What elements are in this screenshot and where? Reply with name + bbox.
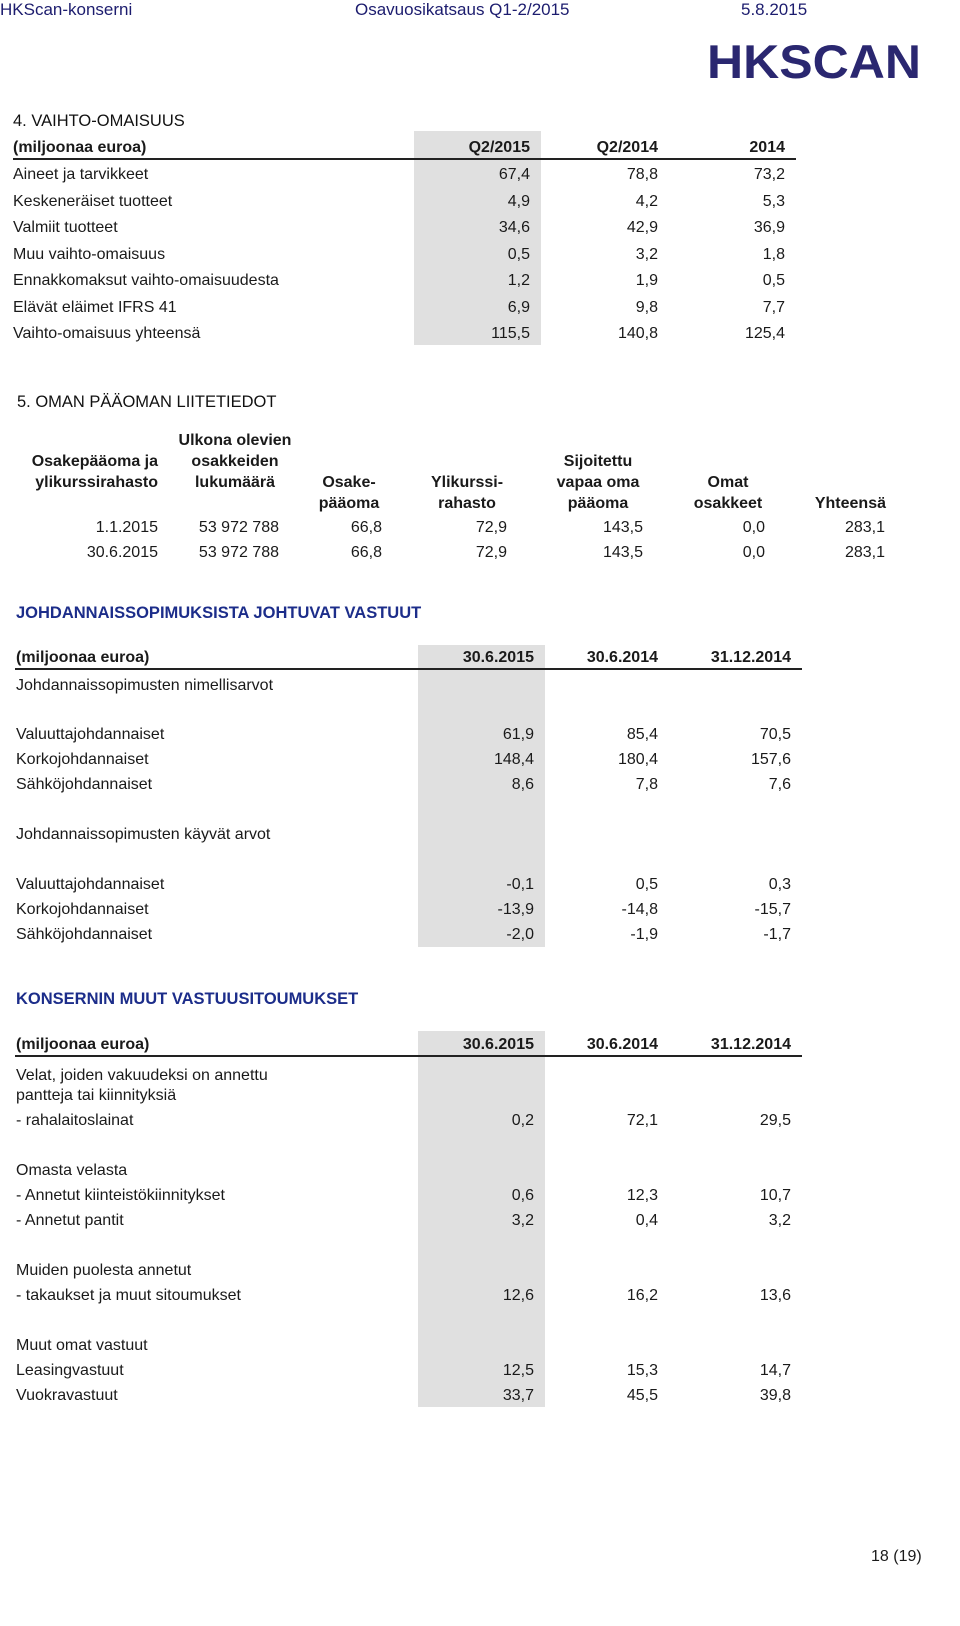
- table-cell-value: 36,9: [753, 219, 785, 236]
- table-cell-value: 0,5: [635, 876, 658, 893]
- table-row-label: Muu vaihto-omaisuus: [13, 245, 166, 263]
- table-cell-value: 3,2: [635, 245, 658, 263]
- table-row-label: Elävät eläimet IFRS 41: [13, 298, 177, 316]
- table-row-label: Korkojohdannaiset: [16, 901, 149, 918]
- derivatives-title: JOHDANNAISSOPIMUKSISTA JOHTUVAT VASTUUT: [16, 604, 422, 622]
- equity-col-date: Osakepääoma ja ylikurssirahasto: [31, 453, 158, 491]
- equity-col-total: Yhteensä: [814, 495, 886, 512]
- table-row-label: Vaihto-omaisuus yhteensä: [13, 325, 201, 342]
- commitments-header-period: 30.6.2015: [462, 1036, 534, 1053]
- table-cell-value: 67,4: [498, 166, 530, 183]
- table-cell-value: 72,9: [475, 519, 507, 536]
- equity-col-shares: Ulkona olevien osakkeiden lukumäärä: [178, 432, 292, 491]
- table-cell-value: 143,5: [602, 519, 643, 536]
- table-cell-value: 7,8: [635, 776, 658, 793]
- table-cell-value: 4,2: [635, 192, 658, 210]
- table-row-label: - takaukset ja muut sitoumukset: [16, 1287, 241, 1304]
- table-cell-value: 53 972 788: [198, 519, 279, 536]
- commitments-header-label: (miljoonaa euroa): [16, 1036, 150, 1053]
- table-row-label: Aineet ja tarvikkeet: [13, 166, 149, 183]
- table-cell-value: 0,3: [768, 876, 791, 893]
- table-cell-value: 283,1: [844, 544, 885, 561]
- table-cell-value: 0,5: [507, 245, 530, 263]
- derivatives-header-period: 31.12.2014: [710, 649, 791, 666]
- table-cell-value: 33,7: [502, 1387, 534, 1404]
- table-cell-value: 4,9: [507, 192, 530, 210]
- commitments-misc-label: Muut omat vastuut: [16, 1337, 148, 1354]
- table-cell-value: 6,9: [507, 298, 530, 316]
- equity-row-date: 30.6.2015: [86, 544, 158, 561]
- table-cell-value: -2,0: [506, 926, 534, 943]
- table-cell-value: 115,5: [491, 325, 530, 342]
- table-cell-value: 180,4: [617, 751, 658, 768]
- equity-col-capital: Osake-pääoma: [318, 474, 380, 512]
- inventory-header-period: 2014: [749, 139, 785, 156]
- table-cell-value: 140,8: [617, 325, 658, 342]
- table-row-label: Valuuttajohdannaiset: [16, 876, 165, 893]
- table-row-label: Sähköjohdannaiset: [16, 926, 153, 943]
- table-cell-value: 0,2: [511, 1112, 534, 1129]
- table-cell-value: 0,4: [635, 1212, 658, 1229]
- table-cell-value: 5,3: [762, 192, 785, 210]
- table-cell-value: 29,5: [759, 1112, 791, 1129]
- commitments-header-period: 30.6.2014: [586, 1036, 658, 1053]
- table-cell-value: -0,1: [506, 876, 534, 893]
- equity-col-treasury: Omat osakkeet: [693, 474, 763, 512]
- table-row-label: Vuokravastuut: [16, 1387, 118, 1404]
- table-cell-value: 70,5: [759, 726, 791, 743]
- table-row-label: - Annetut pantit: [16, 1212, 124, 1229]
- table-cell-value: 12,6: [502, 1287, 534, 1304]
- table-cell-value: 9,8: [635, 298, 658, 316]
- table-row-label: Keskeneräiset tuotteet: [13, 192, 173, 210]
- table-cell-value: -13,9: [497, 901, 534, 918]
- commitments-others-label: Muiden puolesta annetut: [16, 1262, 192, 1279]
- equity-row-date: 1.1.2015: [95, 519, 158, 536]
- table-row-label: Ennakkomaksut vaihto-omaisuudesta: [13, 272, 279, 289]
- table-cell-value: 14,7: [759, 1362, 791, 1379]
- table-cell-value: 12,3: [626, 1187, 658, 1204]
- table-row-label: Valuuttajohdannaiset: [16, 726, 165, 743]
- table-cell-value: 66,8: [350, 519, 382, 536]
- table-cell-value: 45,5: [626, 1387, 658, 1404]
- derivatives-header-period: 30.6.2014: [586, 649, 658, 666]
- commitments-secured-label-2: pantteja tai kiinnityksiä: [16, 1087, 177, 1104]
- table-cell-value: 85,4: [626, 726, 658, 743]
- header-report: Osavuosikatsaus Q1-2/2015: [355, 0, 570, 19]
- header-date: 5.8.2015: [741, 0, 808, 19]
- inventory-header-period: Q2/2014: [596, 139, 658, 156]
- table-cell-value: 72,1: [626, 1112, 658, 1129]
- table-cell-value: 1,2: [507, 272, 530, 289]
- table-cell-value: 148,4: [493, 751, 534, 768]
- table-cell-value: 61,9: [502, 726, 534, 743]
- table-row-label: Sähköjohdannaiset: [16, 776, 153, 793]
- table-cell-value: 0,0: [742, 544, 765, 561]
- table-cell-value: 283,1: [844, 519, 885, 536]
- table-cell-value: 34,6: [498, 219, 530, 236]
- table-row-label: Leasingvastuut: [16, 1362, 124, 1379]
- inventory-header-period: Q2/2015: [468, 139, 530, 156]
- table-cell-value: 3,2: [511, 1212, 534, 1229]
- table-cell-value: 157,6: [750, 751, 791, 768]
- table-cell-value: 12,5: [502, 1362, 534, 1379]
- page-number: 18 (19): [871, 1548, 922, 1565]
- table-row-label: - rahalaitoslainat: [16, 1112, 134, 1129]
- hkscan-logo: [707, 40, 923, 87]
- table-cell-value: 78,8: [626, 166, 658, 183]
- derivatives-header-period: 30.6.2015: [462, 649, 534, 666]
- commitments-title: KONSERNIN MUUT VASTUUSITOUMUKSET: [16, 990, 359, 1008]
- table-cell-value: -1,9: [630, 926, 658, 943]
- table-row-label: Valmiit tuotteet: [13, 219, 118, 236]
- table-cell-value: 125,4: [744, 325, 785, 342]
- inventory-header-label: (miljoonaa euroa): [13, 139, 147, 156]
- table-cell-value: -14,8: [621, 901, 658, 918]
- derivatives-nominal-label: Johdannaissopimusten nimellisarvot: [16, 677, 274, 694]
- table-cell-value: 0,6: [511, 1187, 534, 1204]
- table-cell-value: 16,2: [626, 1287, 658, 1304]
- equity-col-invested: Sijoitettu vapaa oma pääoma: [556, 453, 640, 512]
- svg-text:HKSCAN: HKSCAN: [707, 40, 921, 82]
- table-cell-value: 15,3: [626, 1362, 658, 1379]
- commitments-own-label: Omasta velasta: [16, 1162, 128, 1179]
- table-row-label: - Annetut kiinteistökiinnitykset: [16, 1187, 225, 1204]
- table-cell-value: 66,8: [350, 544, 382, 561]
- table-row-label: Korkojohdannaiset: [16, 751, 149, 768]
- table-cell-value: 0,0: [742, 519, 765, 536]
- table-cell-value: 73,2: [753, 166, 785, 183]
- table-cell-value: 10,7: [759, 1187, 791, 1204]
- table-cell-value: 1,8: [762, 245, 785, 263]
- header-company: HKScan-konserni: [0, 0, 133, 19]
- derivatives-header-label: (miljoonaa euroa): [16, 649, 150, 666]
- equity-col-premium: Ylikurssi-rahasto: [430, 474, 504, 512]
- commitments-secured-label-1: Velat, joiden vakuudeksi on annettu: [16, 1067, 268, 1084]
- equity-title: 5. OMAN PÄÄOMAN LIITETIEDOT: [17, 393, 277, 411]
- table-cell-value: 8,6: [511, 776, 534, 793]
- table-cell-value: 13,6: [759, 1287, 791, 1304]
- table-cell-value: 1,9: [635, 272, 658, 289]
- table-cell-value: 143,5: [602, 544, 643, 561]
- table-cell-value: 39,8: [759, 1387, 791, 1404]
- table-cell-value: 7,7: [762, 298, 785, 316]
- table-cell-value: 42,9: [626, 219, 658, 236]
- table-cell-value: -1,7: [763, 926, 791, 943]
- table-cell-value: -15,7: [754, 901, 791, 918]
- commitments-header-period: 31.12.2014: [710, 1036, 791, 1053]
- derivatives-fair-label: Johdannaissopimusten käyvät arvot: [16, 826, 271, 843]
- table-cell-value: 7,6: [768, 776, 791, 793]
- table-cell-value: 53 972 788: [198, 544, 279, 561]
- inventory-title: 4. VAIHTO-OMAISUUS: [13, 112, 185, 130]
- table-cell-value: 72,9: [475, 544, 507, 561]
- table-cell-value: 0,5: [762, 272, 785, 289]
- table-cell-value: 3,2: [768, 1212, 791, 1229]
